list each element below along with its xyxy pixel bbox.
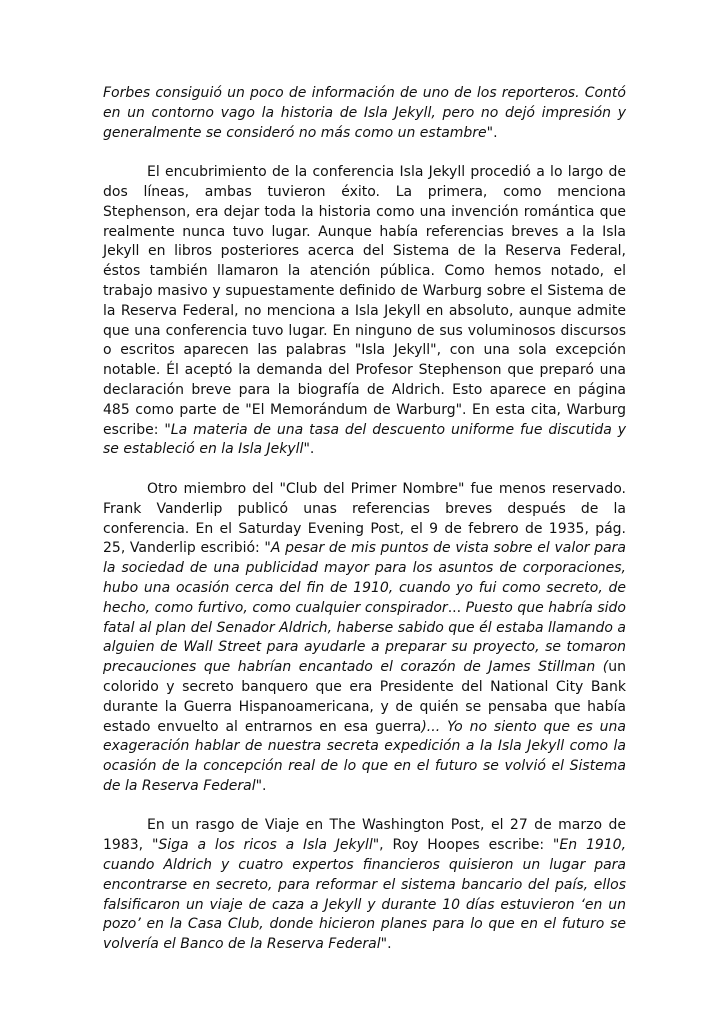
text-run: ". (486, 124, 498, 141)
paragraph-1 (103, 84, 626, 143)
text-run: ", Roy Hoopes escribe: " (372, 837, 560, 854)
paragraph-2 (103, 163, 626, 460)
italic-text-run: Puesto que habría sido fatal al plan del Senador Aldrich, haberse sabido que él estaba llamando a alguien de Wall Street para ayudarle a preparar su proyecto, se tomaron precauciones que habrían encantado el corazón de James Stillman ( (103, 599, 627, 676)
italic-text-run: En 1910, cuando Aldrich y cuatro expertos financieros quisieron un lugar para encontrarse en secreto, para reformar el sistema bancario del país, ellos falsificaron un viaje de caza a Jekyll y durante 10 días estuvieron ‘en un pozo’ en la Casa Club, donde hicieron planes para lo que en el futuro se volvería el Banco de la Reserva Federal (103, 837, 627, 953)
italic-text-run: A pesar de mis puntos de vista sobre el valor para la sociedad de una publicidad mayor para los asuntos de corporaciones, hubo una ocasión cerca del fin de 1910, cuando yo fui como secreto, de hecho, como furtivo, como cualquier conspirador (103, 540, 626, 616)
text-run: En un rasgo de Viaje en The Washington Post, el 27 de marzo de 1983, " (103, 817, 626, 854)
italic-text-run: )... Yo no siento que es una exageración hablar de nuestra secreta expedición a la Isla Jekyll como la ocasión de la concepción real de lo que en el futuro se volvió el Sistema de la Reserva Federal (103, 718, 626, 794)
text-run: ". (255, 777, 267, 794)
paragraph-3 (103, 480, 626, 797)
text-run: ". (380, 936, 392, 953)
text-run: ... (447, 599, 466, 616)
text-run: El encubrimiento de la conferencia Isla Jekyll procedió a lo largo de dos líneas, ambas tuvieron éxito. La primera, como menciona Stephenson, era dejar toda la historia como una invención romántica que realmente nunca tuvo lugar. Aunque había referencias breves a la Isla Jekyll en libros posteriores acerca del Sistema de la Reserva Federal, éstos también llamaron la atención pública. Como hemos notado, el trabajo masivo y supuestamente definido de Warburg sobre el Sistema de la Reserva Federal, no menciona a Isla Jekyll en absoluto, aunque admite que una conferencia tuvo lugar. En ninguno de sus voluminosos discursos o escritos aparecen las palabras "Isla Jekyll", con una sola excepción notable. Él aceptó la demanda del Profesor Stephenson que preparó una declaración breve para la biografía de Aldrich. Esto aparece en página 485 como parte de "El Memorándum de Warburg". En esta cita, Warburg escribe: " (103, 164, 626, 438)
text-run: Otro miembro del "Club del Primer Nombre" fue menos reservado. Frank Vanderlip publicó unas referencias breves después de la conferencia. En el Saturday Evening Post, el 9 de febrero de 1935, pág. 25, Vanderlip escribió: " (103, 480, 626, 557)
italic-text-run: Siga a los ricos a Isla Jekyll (158, 837, 373, 854)
text-run: ". (303, 441, 315, 458)
italic-text-run: Forbes consiguió un poco de información de uno de los reporteros. Contó en un contorno vago la historia de Isla Jekyll, pero no dejó impresión y generalmente se consideró no más como un estambre (103, 85, 626, 141)
document-body (103, 84, 626, 955)
italic-text-run: La materia de una tasa del descuento uniforme fue discutida y se estableció en la Isla Jekyll (103, 421, 626, 458)
paragraph-4 (103, 816, 626, 955)
text-run: un colorido y secreto banquero que era Presidente del National City Bank durante la Guerra Hispanoamericana, y de quién se pensaba que había estado envuelto al entrarnos en esa guerra (103, 659, 626, 735)
